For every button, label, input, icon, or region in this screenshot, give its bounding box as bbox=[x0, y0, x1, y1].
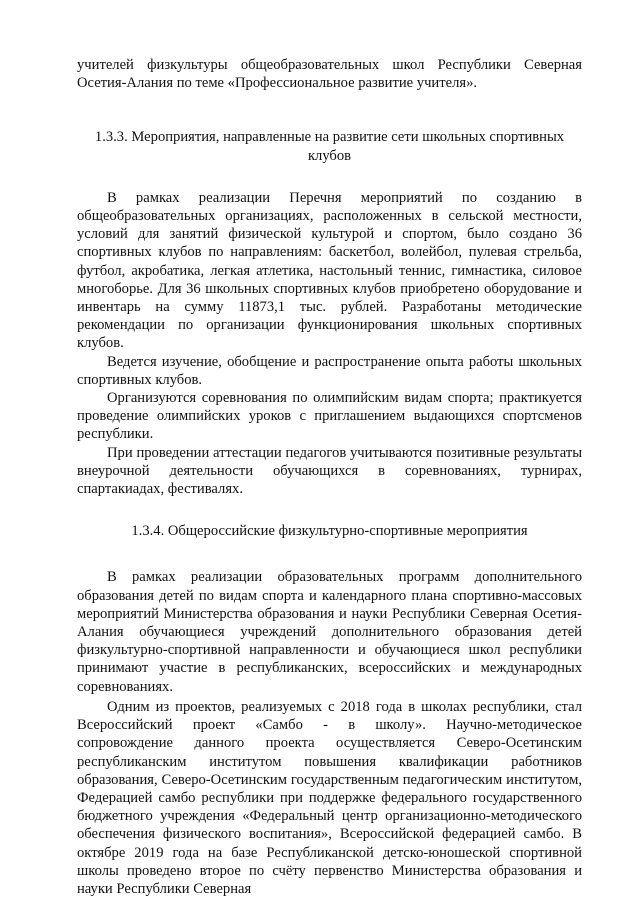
section-1-3-3-paragraph-4: При проведении аттестации педагогов учитываются позитивные результаты внеурочной деятельности обучающихся в соревнованиях, турнирах, спартакиадах, фестивалях. bbox=[77, 444, 582, 498]
section-1-3-3-paragraph-3: Организуются соревнования по олимпийским видам спорта; практикуется проведение олимпийских уроков с приглашением выдающихся спортсменов республики. bbox=[77, 390, 582, 443]
section-1-3-3-heading: 1.3.3. Мероприятия, направленные на развитие сети школьных спортивных клубов bbox=[94, 129, 565, 164]
continuation-paragraph: учителей физкультуры общеобразовательных школ Республики Северная Осетия-Алания по теме «Профессиональное развитие учителя». bbox=[77, 57, 582, 92]
section-1-3-3-paragraph-1: В рамках реализации Перечня мероприятий по созданию в общеобразовательных организациях, расположенных в сельской местности, условий для занятий физической культурой и спортом, было создано 36 спортивных клубов по направлениям: баскетбол, волейбол, пулевая стрельба, футбол, акробатика, легкая атлетика, настольный теннис, гимнастика, силовое многоборье. Для 36 школьных спортивных клубов приобретено оборудование и инвентарь на сумму 11873,1 тыс. рублей. Разработаны методические рекомендации по организации функционирования школьных спортивных клубов. bbox=[77, 189, 582, 352]
document-page bbox=[77, 56, 582, 898]
section-1-3-4-heading: 1.3.4. Общероссийские физкультурно-спортивные мероприятия bbox=[131, 523, 528, 540]
section-1-3-4-paragraph-1: В рамках реализации образовательных программ дополнительного образования детей по видам спорта и календарного плана спортивно-массовых мероприятий Министерства образования и науки Республики Северная Осетия-Алания обучающиеся учреждений дополнительного образования детей физкультурно-спортивной направленности и обучающиеся школ республики принимают участие в республиканских, всероссийских и международных соревнованиях. bbox=[77, 569, 582, 695]
section-1-3-3-paragraph-2: Ведется изучение, обобщение и распространение опыта работы школьных спортивных клубов. bbox=[77, 353, 582, 388]
section-1-3-4-paragraph-2: Одним из проектов, реализуемых с 2018 года в школах республики, стал Всероссийский проект «Самбо - в школу». Научно-методическое сопровождение данного проекта осуществляется Северо-Осетинским республиканским институтом повышения квалификации работников образования, Северо-Осетинским государственным педагогическим институтом, Федерацией самбо республики при поддержке федерального государственного бюджетного учреждения «Федеральный центр организационно-методического обеспечения физического воспитания», Всероссийской федерацией самбо. В октябре 2019 года на базе Республиканской детско-юношеской спортивной школы проведено второе по счёту первенство Министерства образования и науки Республики Северная bbox=[77, 698, 582, 897]
